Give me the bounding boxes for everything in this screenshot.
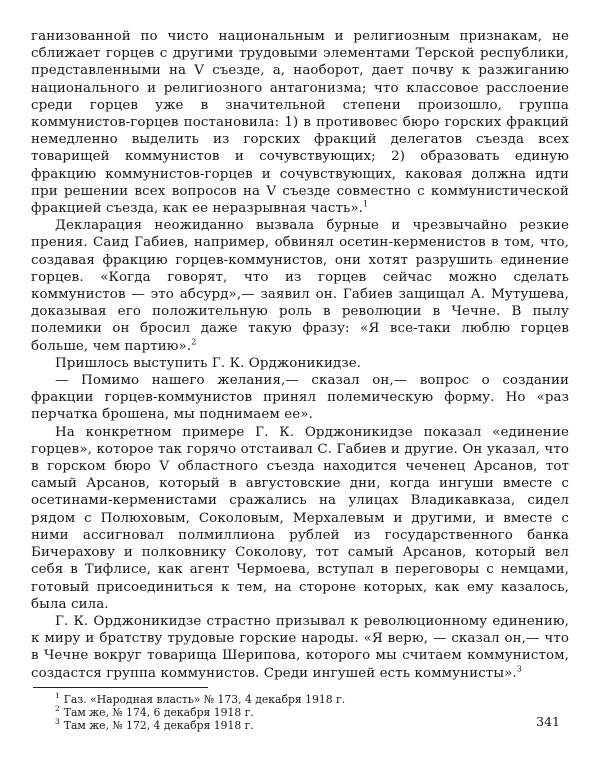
paragraph-6: Г. К. Орджоникидзе страстно призывал к революционному единению, к миру и братству трудовые горские народы. «Я верю, — сказал он,— что в Чечне вокруг товарища Шерипова, которого мы считаем коммунистом, создастся группа коммунистов. Среди ингушей есть коммунисты».$^3$ <box>31 613 569 681</box>
footnote-divider <box>33 687 208 688</box>
footnote-1: $^1$ Газ. «Народная власть» № 173, 4 декабря 1918 г. <box>55 691 346 706</box>
footnote-mark: 2 <box>55 704 60 714</box>
footnotes <box>31 693 569 732</box>
footnote-ref-1[interactable]: 1 <box>363 199 369 209</box>
footnote-ref-2[interactable]: 2 <box>191 337 197 347</box>
footnote-2: $^2$ Там же, № 174, 6 декабря 1918 г. <box>55 704 254 719</box>
paragraph-5: На конкретном примере Г. К. Орджоникидзе показал «единение горцев», которое так горячо отстаивал С. Габиев и другие. Он указал, что в горском бюро V областного съезда находится чеченец Арсанов, тот самый Арсанов, который в августовские дни, когда ингуши вместе с осетинами-керменистами сражались на улицах Владикавказа, сидел рядом с Полюховым, Соколовым, Мерхалевым и другими, и вместе с ними ассигновал полмиллиона рублей из государственного банка Бичерахову и полковнику Соколову, тот самый Арсанов, который вел себя в Тифлисе, как агент Чермоева, вступал в переговоры с немцами, готовый присоединиться к тем, на стороне которых, как ему казалось, была сила. <box>31 424 569 612</box>
footnote-3: $^3$ Там же, № 172, 4 декабря 1918 г. <box>55 717 254 732</box>
footnote-ref-3[interactable]: 3 <box>516 664 522 674</box>
paragraph-2: Декларация неожиданно вызвала бурные и чрезвычайно резкие прения. Саид Габиев, например, обвинял осетин-керменистов в том, что, создавая фракцию горцев-коммунистов, они хотят разрушить единение горцев. «Когда говорят, что из горцев сейчас можно сделать коммунистов — это абсурд»,— заявил он. Габиев защищал А. Мутушева, доказывая его положительную роль в революции в Чечне. В пылу полемики он бросил даже такую фразу: «Я все-таки люблю горцев больше, чем партию».$^2$ <box>31 218 569 354</box>
page-number: 341 <box>536 714 560 729</box>
paragraph-1: ганизованной по чисто национальным и религиозным признакам, не сближает горцев с другими трудовыми элементами Терской республики, представленными на V съезде, а, наоборот, дает почву к разжиганию национального и религиозного антагонизма; что классовое расслоение среди горцев уже в значительной степени произошло, группа коммунистов-горцев постановила: 1) в противовес бюро горских фракций немедленно выделить из горских фракций делегатов съезда всех товарищей коммунистов и сочувствующих; 2) образовать единую фракцию коммунистов-горцев и сочувствующих, каковая должна идти при решении всех вопросов на V съезде совместно с коммунистической фракцией съезда, как ее неразрывная часть».$^1$ <box>31 29 569 217</box>
footnote-mark: 1 <box>55 691 60 701</box>
paragraph-3: Пришлось выступить Г. К. Орджоникидзе. <box>55 355 362 371</box>
paragraph-4: — Помимо нашего желания,— сказал он,— вопрос о создании фракции горцев-коммунистов принял полемическую форму. Но «раз перчатка брошена, мы поднимаем ее». <box>31 373 569 423</box>
page-content <box>31 28 569 732</box>
footnote-mark: 3 <box>55 717 60 727</box>
body-text <box>31 28 569 682</box>
